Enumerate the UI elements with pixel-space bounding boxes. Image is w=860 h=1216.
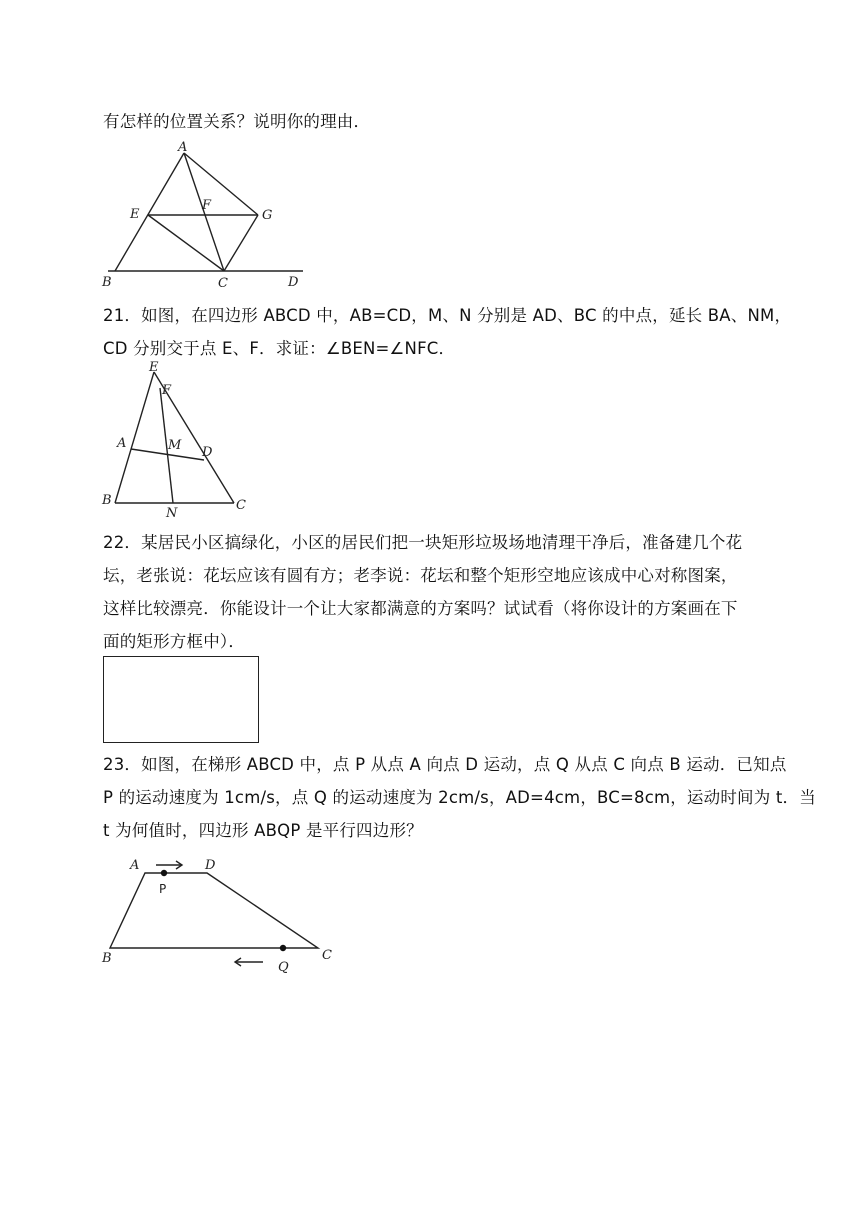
question-23-line-2: P 的运动速度为 1cm/s，点 Q 的运动速度为 2cm/s，AD=4cm，BC=8cm，运动时间为 t．当 xyxy=(103,788,816,807)
label-b: B xyxy=(102,275,112,290)
label-f: F xyxy=(162,383,172,398)
label-c: C xyxy=(218,276,228,290)
question-22-line-3: 这样比较漂亮．你能设计一个让大家都满意的方案吗？试试看（将你设计的方案画在下 xyxy=(103,599,738,618)
question-22-line-2: 坛，老张说：花坛应该有圆有方；老李说：花坛和整个矩形空地应该成中心对称图案， xyxy=(103,566,738,585)
question-21-line-2: CD 分别交于点 E、F．求证：∠BEN=∠NFC． xyxy=(103,339,456,358)
label-d: D xyxy=(202,445,213,460)
label-e: E xyxy=(149,360,159,375)
label-c: C xyxy=(322,948,332,963)
label-g: G xyxy=(262,208,273,223)
label-a: A xyxy=(117,436,127,451)
label-a: A xyxy=(130,858,140,873)
label-n: N xyxy=(166,506,178,520)
figure-q20 xyxy=(98,138,308,290)
design-answer-box[interactable] xyxy=(103,656,259,743)
label-q: Q xyxy=(278,960,289,975)
label-b: B xyxy=(102,493,112,508)
label-m: M xyxy=(168,438,182,453)
point-p xyxy=(161,870,167,876)
label-d: D xyxy=(288,275,299,290)
question-22-line-4: 面的矩形方框中）． xyxy=(103,632,246,651)
question-21-line-1: 21．如图，在四边形 ABCD 中，AB=CD，M、N 分别是 AD、BC 的中点，延长 BA、NM， xyxy=(103,306,792,325)
label-a: A xyxy=(178,140,188,155)
label-p: P xyxy=(159,882,167,896)
segment-ab xyxy=(115,153,184,271)
point-q xyxy=(280,945,286,951)
figure-q21 xyxy=(98,360,258,520)
trapezoid-abcd xyxy=(110,873,318,948)
question-20-tail: 有怎样的位置关系？说明你的理由． xyxy=(103,112,371,131)
question-23-line-1: 23．如图，在梯形 ABCD 中，点 P 从点 A 向点 D 运动，点 Q 从点 C 向点 B 运动．已知点 xyxy=(103,755,787,774)
label-c: C xyxy=(236,498,246,513)
label-d: D xyxy=(205,858,216,873)
segment-gc xyxy=(224,215,258,271)
question-23-line-3: t 为何值时，四边形 ABQP 是平行四边形？ xyxy=(103,821,423,840)
question-22-line-1: 22．某居民小区搞绿化，小区的居民们把一块矩形垃圾场地清理干净后，准备建几个花 xyxy=(103,533,743,552)
figure-q23 xyxy=(98,848,338,978)
segment-ec xyxy=(148,215,224,271)
label-f: F xyxy=(202,198,212,213)
label-b: B xyxy=(102,951,112,966)
label-e: E xyxy=(130,207,140,222)
